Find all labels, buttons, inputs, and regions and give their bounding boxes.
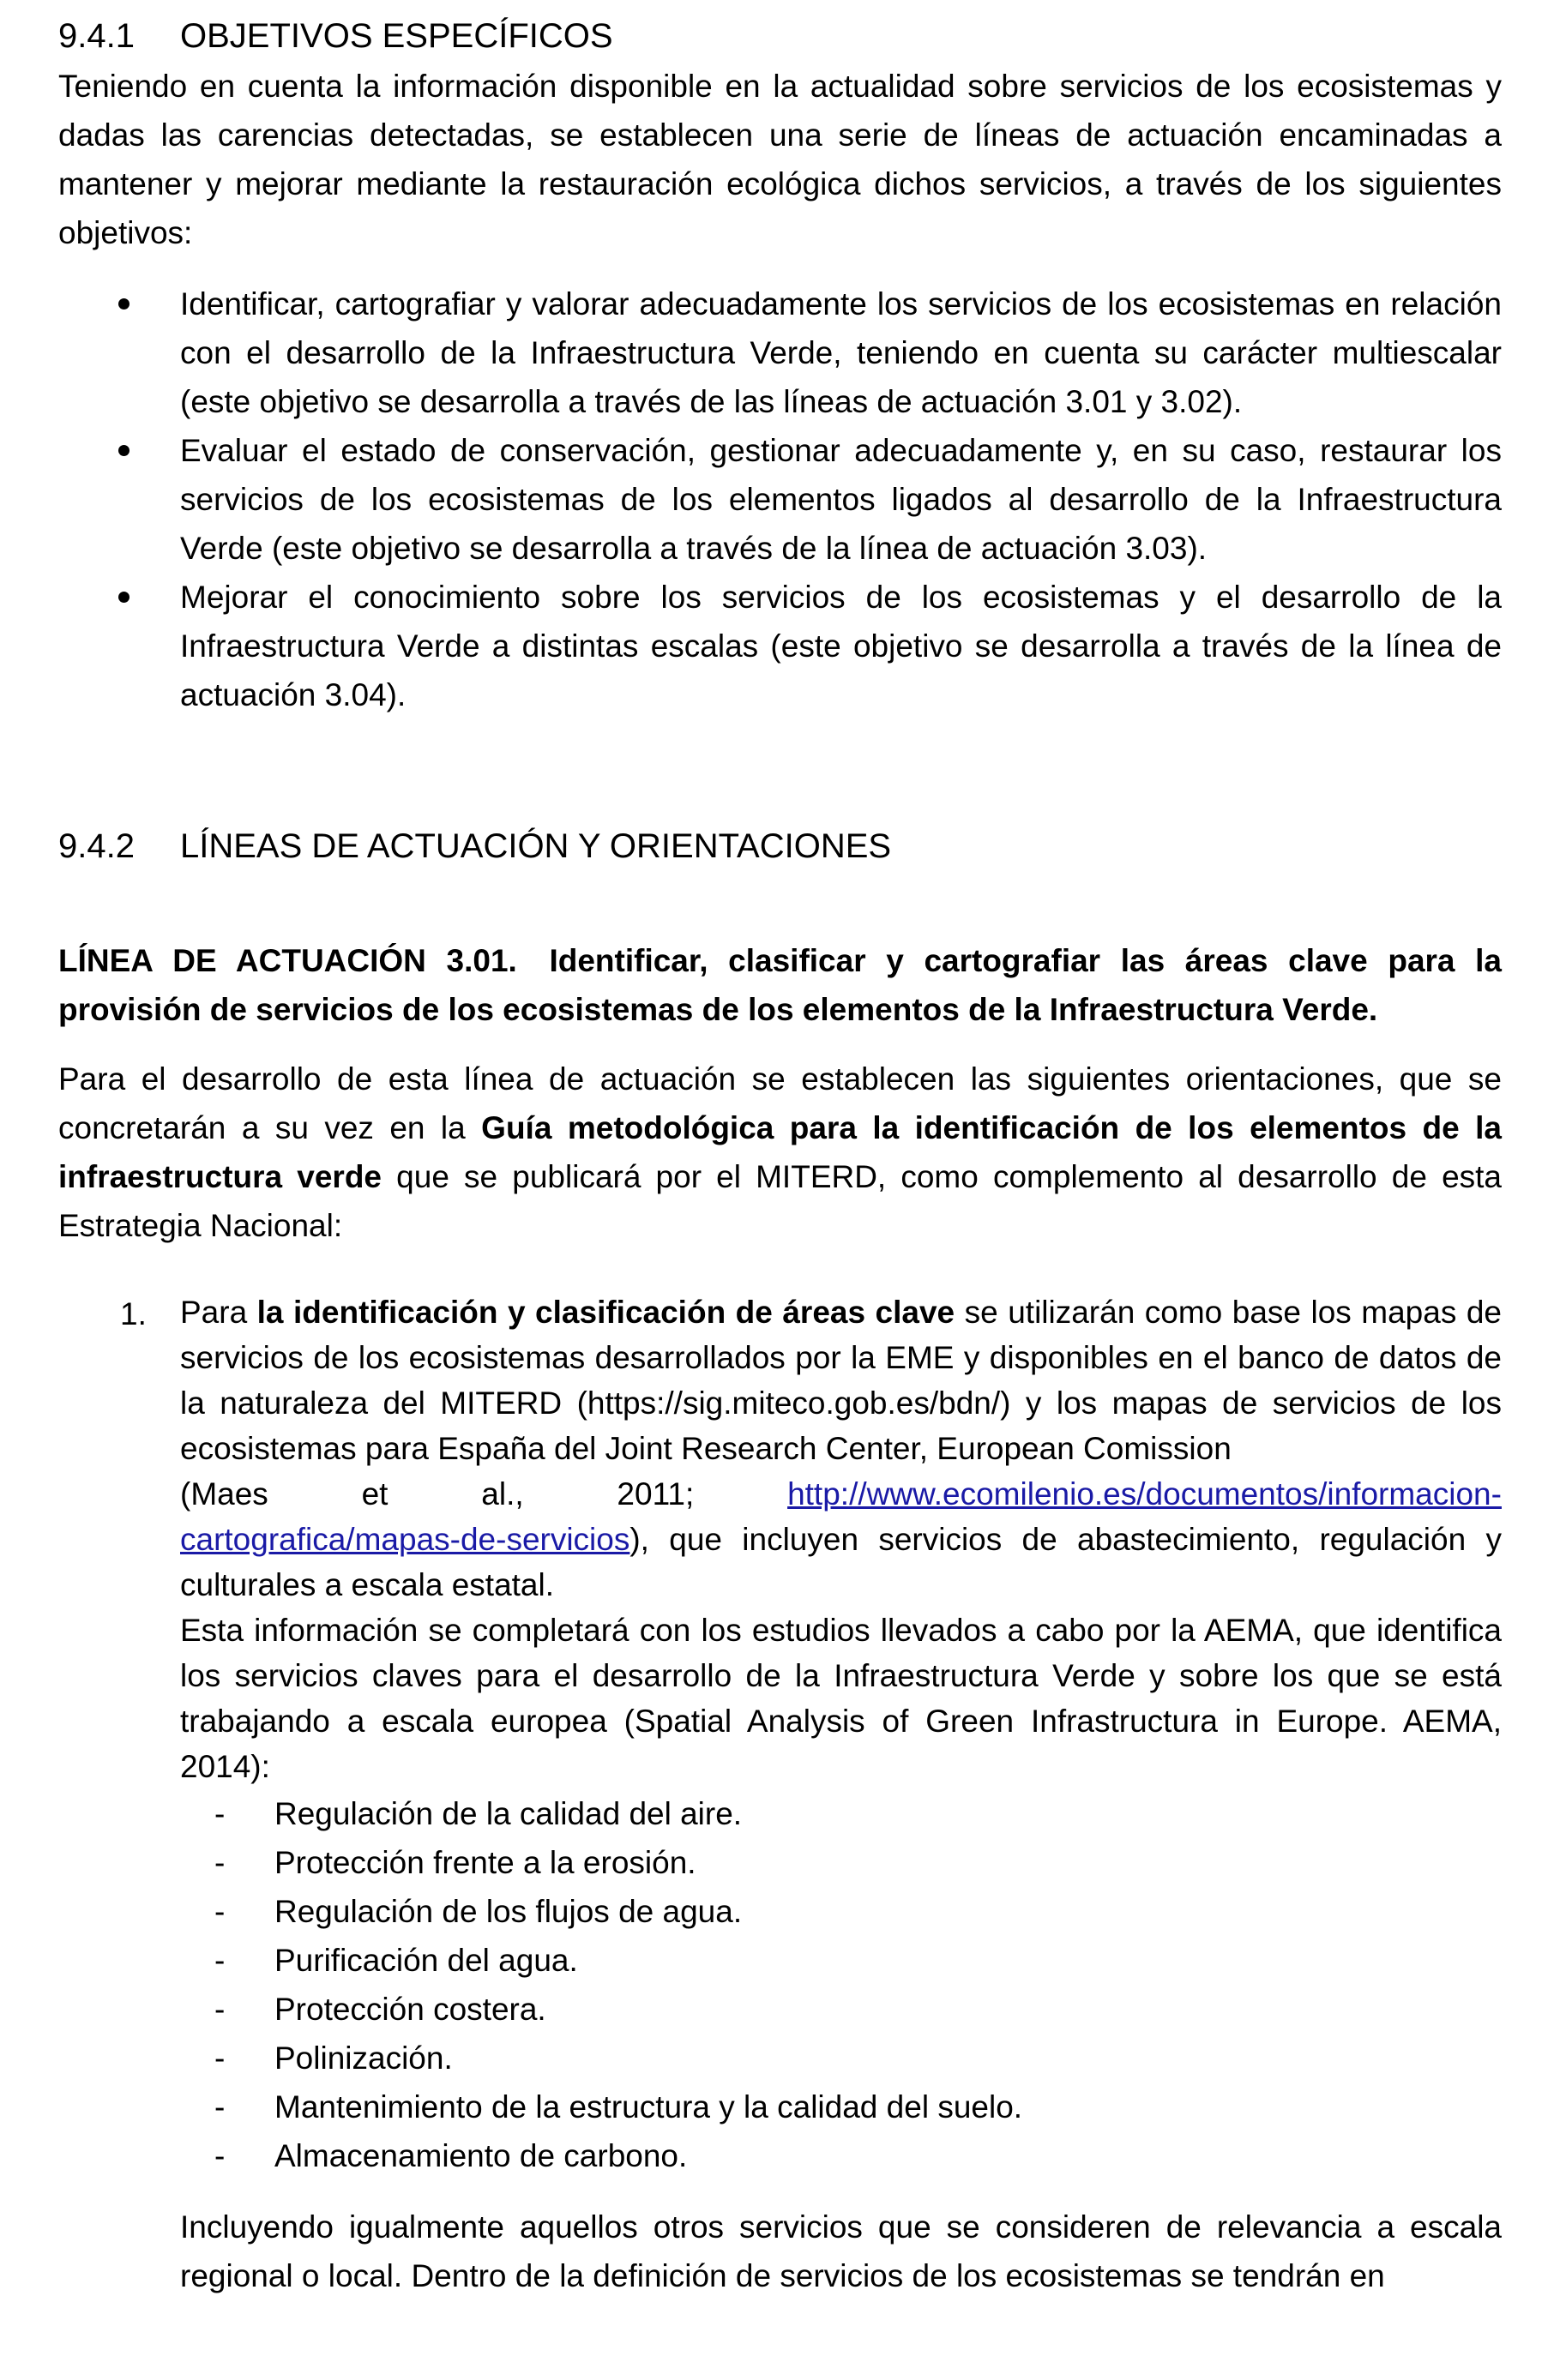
closing-paragraph: Incluyendo igualmente aquellos otros servicios que se consideren de relevancia a escala regional o local. Dentro de la definición de servicios de los ecosistemas se tendrán en <box>180 2209 1502 2293</box>
dash-marker: - <box>214 1796 226 1831</box>
dash-marker: - <box>214 2040 226 2076</box>
bullet-text: Identificar, cartografiar y valorar adecuadamente los servicios de los ecosistemas en relación con el desarrollo de la Infraestructura Verde, teniendo en cuenta su carácter multiescalar (este objetivo se desarrolla a través de las líneas de actuación 3.01 y 3.02). <box>180 286 1502 419</box>
citation-part: (Maes <box>180 1476 268 1512</box>
section-number: 9.4.1 <box>58 17 135 55</box>
service-text: Protección costera. <box>274 1992 546 2027</box>
list-item <box>58 1289 1502 2180</box>
list-item <box>180 2034 1502 2082</box>
list-item <box>58 426 1502 573</box>
paragraph-text: que se publicará por el MITERD, como complemento al desarrollo de esta Estrategia Nacional: <box>58 1159 1503 1243</box>
item-bold-text: la identificación y clasificación de áreas clave <box>256 1295 955 1330</box>
bullet-icon <box>118 298 129 310</box>
citation-part: al., <box>481 1476 524 1512</box>
ecomilenio-link[interactable]: http://www.ecomilenio.es/documentos/informacion- <box>787 1476 1502 1512</box>
service-text: Protección frente a la erosión. <box>274 1845 696 1880</box>
service-text: Polinización. <box>274 2040 453 2076</box>
list-item <box>180 1887 1502 1936</box>
dash-marker: - <box>214 2089 226 2125</box>
document-page <box>58 7 1502 2300</box>
action-line-title <box>58 936 1502 1034</box>
list-item <box>180 2131 1502 2180</box>
bullet-text: Mejorar el conocimiento sobre los servicios de los ecosistemas y el desarrollo de la Infraestructura Verde a distintas escalas (este objetivo se desarrolla a través de la línea de actuación 3.04). <box>180 580 1502 712</box>
item-paragraph <box>180 1517 1502 1608</box>
services-list <box>180 1789 1502 2180</box>
citation-part: et <box>361 1476 388 1512</box>
item-paragraph: Esta información se completará con los estudios llevados a cabo por la AEMA, que identifica los servicios claves para el desarrollo de la Infraestructura Verde y sobre los que se está trabajando a escala europea (Spatial Analysis of Green Infrastructura in Europe. AEMA, 2014): <box>180 1613 1502 1784</box>
section-number: 9.4.2 <box>58 827 135 865</box>
objectives-list <box>58 279 1502 719</box>
item-number: 1. <box>120 1296 147 1331</box>
service-text: Purificación del agua. <box>274 1943 578 1978</box>
item-text: se utilizarán como base los mapas de servicios de los ecosistemas desarrollados por la EME y disponibles en el banco de datos de la naturaleza del MITERD (https://sig.miteco.gob.es/bdn/) y los mapas de servicios de los ecosistemas para España del Joint Research Center, European Comission <box>180 1295 1502 1466</box>
action-line-text: Identificar, clasificar y cartografiar las áreas clave para la provisión de servicios de los ecosistemas de los elementos de la Infraestructura Verde. <box>58 943 1502 1027</box>
service-text: Almacenamiento de carbono. <box>274 2138 688 2173</box>
list-item <box>180 1838 1502 1887</box>
citation-part: 2011; <box>617 1476 695 1512</box>
bullet-text: Evaluar el estado de conservación, gestionar adecuadamente y, en su caso, restaurar los servicios de los ecosistemas de los elementos ligados al desarrollo de la Infraestructura Verde (este objetivo se desarrolla a través de la línea de actuación 3.03). <box>180 433 1502 566</box>
item-text: Para <box>180 1295 248 1330</box>
bullet-icon <box>118 445 129 456</box>
list-item <box>180 1985 1502 2034</box>
section-heading-lineas <box>58 820 1502 872</box>
item-text: ), que incluyen servicios de abastecimiento, regulación y culturales a escala estatal. <box>180 1522 1502 1602</box>
intro-paragraph: Teniendo en cuenta la información disponible en la actualidad sobre servicios de los ecosistemas y dadas las carencias detectadas, se establecen una serie de líneas de actuación encaminadas a mantener y mejorar mediante la restauración ecológica dichos servicios, a través de los siguientes objetivos: <box>58 69 1502 250</box>
dash-marker: - <box>214 1992 226 2027</box>
action-line-label: LÍNEA DE ACTUACIÓN 3.01. <box>58 943 517 978</box>
orientations-list <box>58 1289 1502 2180</box>
item-paragraph <box>180 1289 1502 1471</box>
list-item <box>58 573 1502 719</box>
bullet-icon <box>118 592 129 603</box>
dash-marker: - <box>214 1894 226 1929</box>
list-item <box>180 2082 1502 2131</box>
service-text: Mantenimiento de la estructura y la calidad del suelo. <box>274 2089 1023 2125</box>
list-item <box>180 1789 1502 1838</box>
list-item <box>180 1936 1502 1985</box>
ecomilenio-link-continued[interactable]: cartografica/mapas-de-servicios <box>180 1522 630 1557</box>
dash-marker: - <box>214 1943 226 1978</box>
guide-title: Guía metodológica para la identificación de los elementos de la infraestructura verde <box>58 1110 1502 1194</box>
section-title: LÍNEAS DE ACTUACIÓN Y ORIENTACIONES <box>180 827 892 865</box>
service-text: Regulación de la calidad del aire. <box>274 1796 743 1831</box>
list-item <box>58 279 1502 426</box>
citation-line <box>180 1471 1502 1517</box>
dash-marker: - <box>214 1845 226 1880</box>
orientations-paragraph <box>58 1055 1502 1250</box>
paragraph-text: Para el desarrollo de esta línea de actuación se establecen las siguientes orientaciones, que se concretarán a su vez en la <box>58 1061 1502 1145</box>
section-title: OBJETIVOS ESPECÍFICOS <box>180 17 613 55</box>
service-text: Regulación de los flujos de agua. <box>274 1894 743 1929</box>
dash-marker: - <box>214 2138 226 2173</box>
section-heading-objetivos <box>58 10 1502 62</box>
